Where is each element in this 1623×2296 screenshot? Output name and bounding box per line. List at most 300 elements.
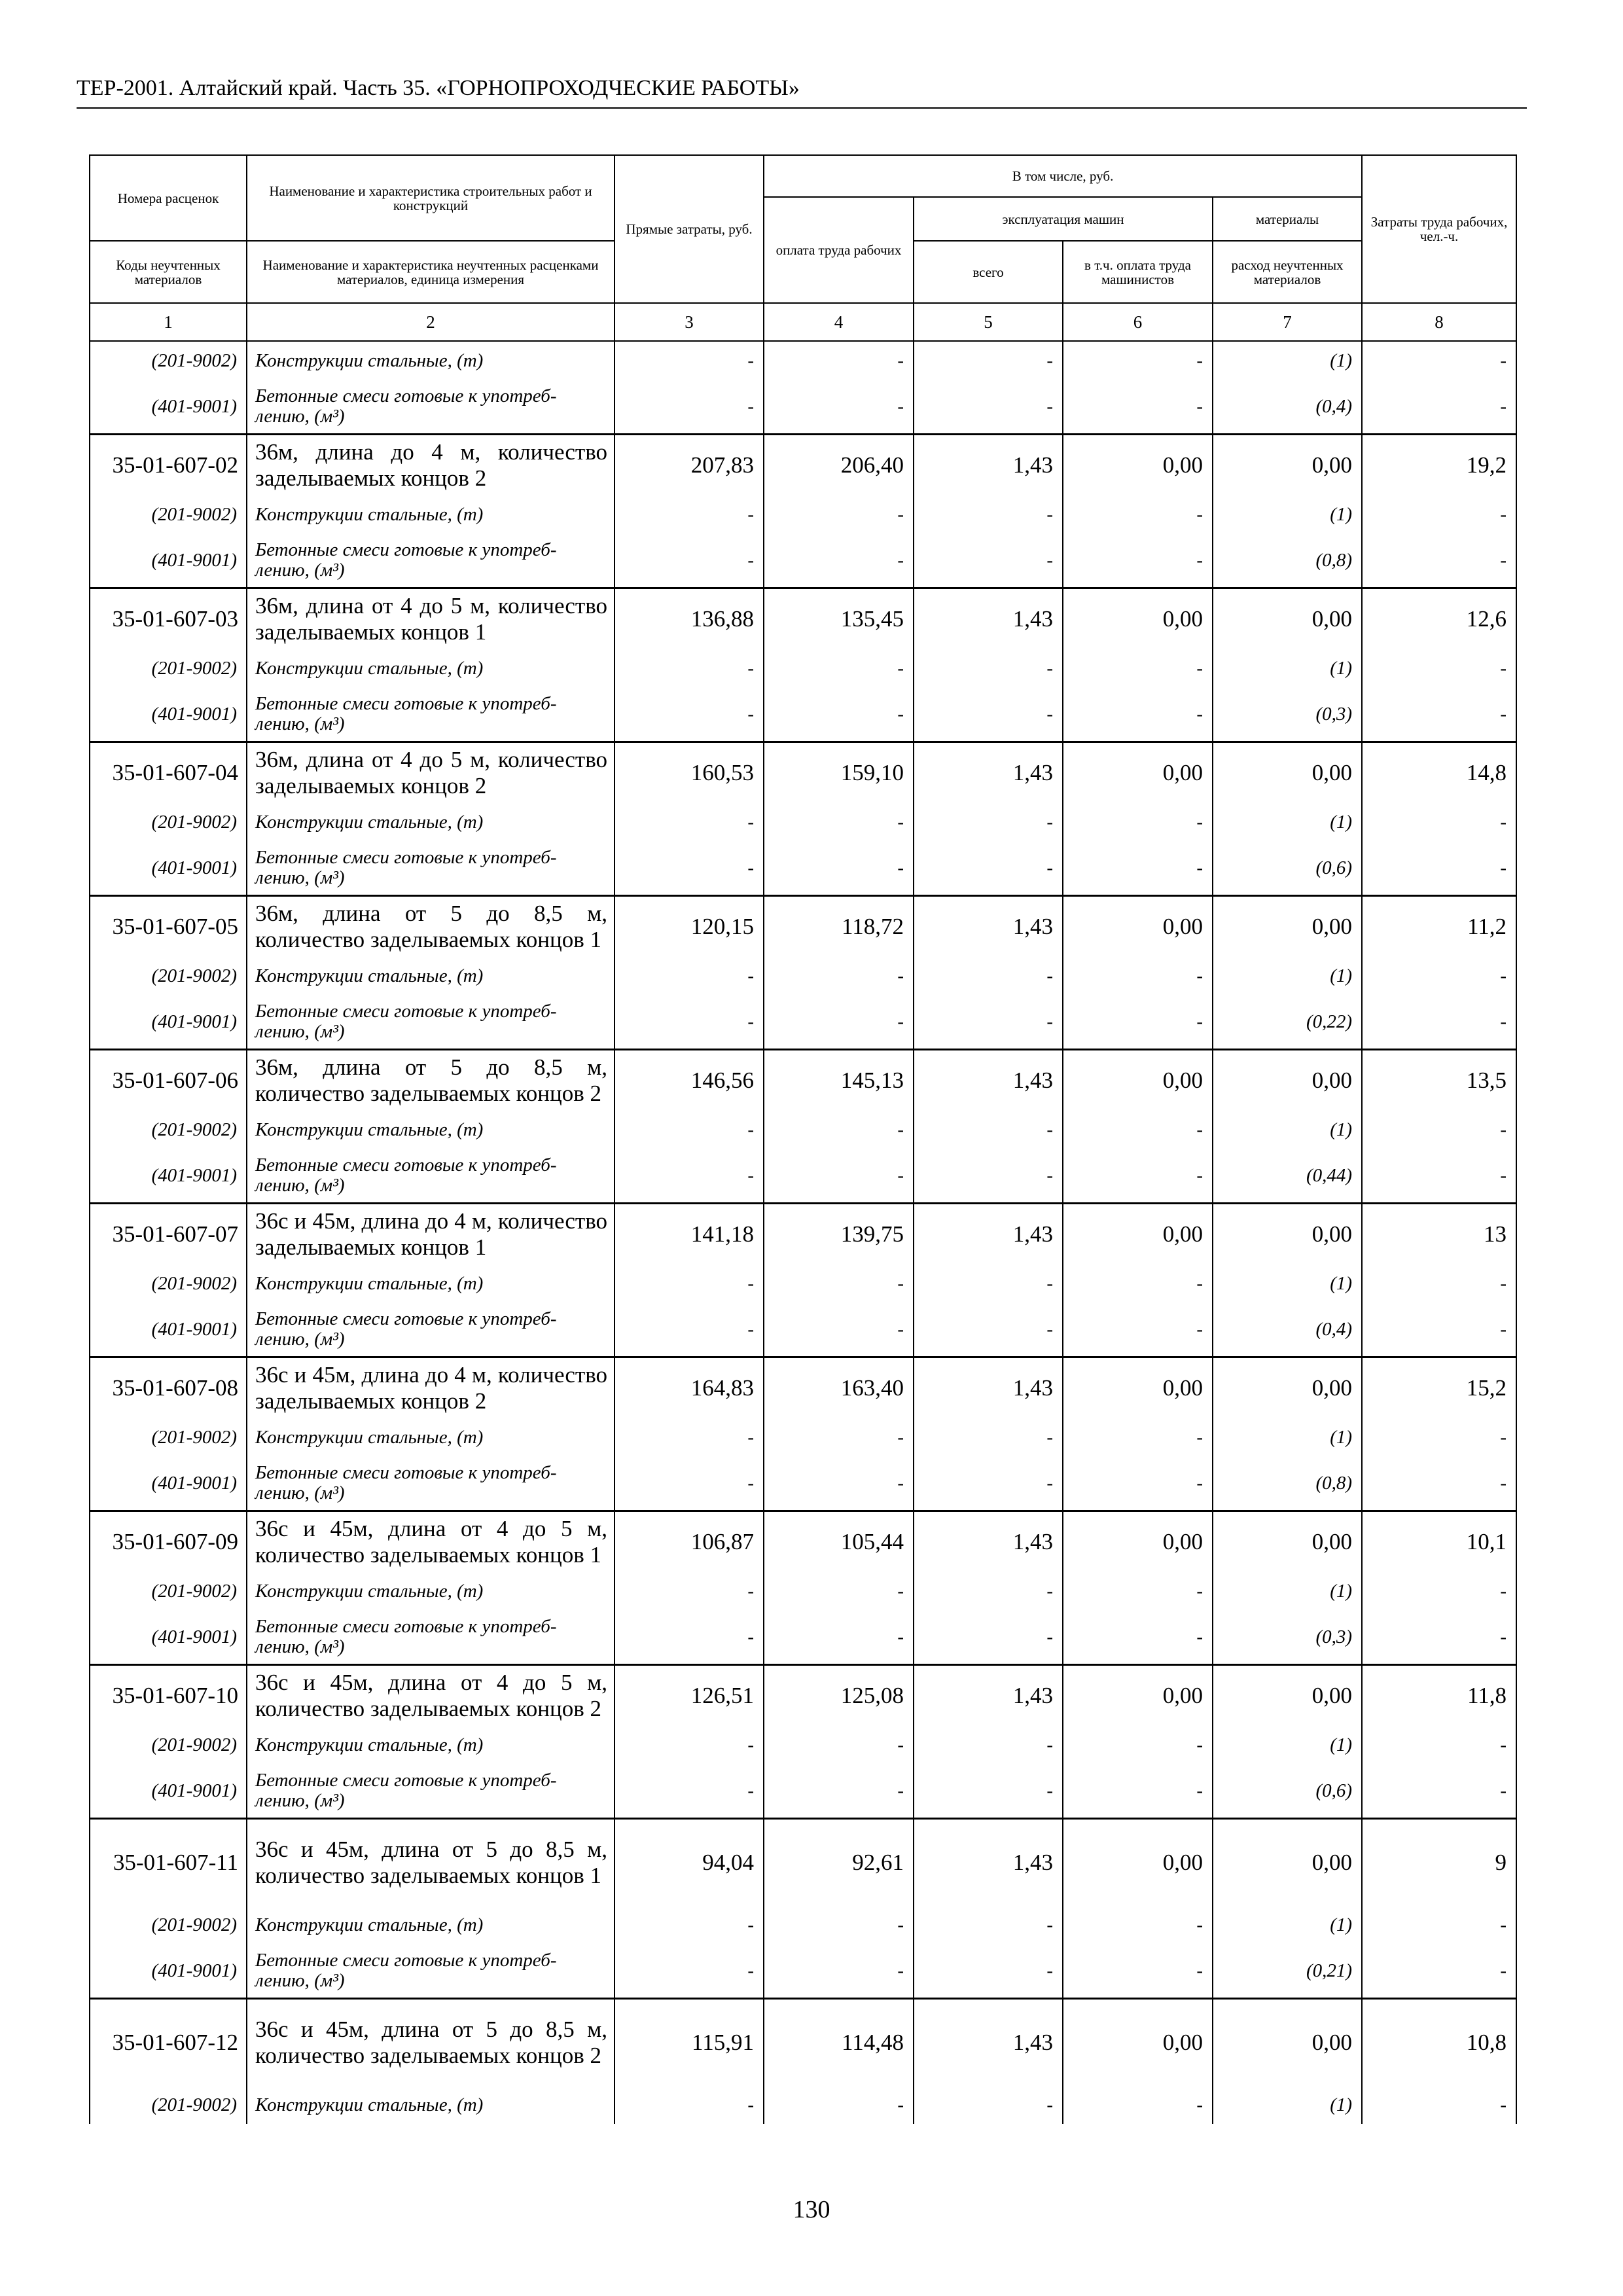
machines-total-value: 1,43 <box>914 1665 1063 1727</box>
labor-hours-value: 10,8 <box>1362 1999 1516 2087</box>
material-quantity: (1) <box>1213 2086 1362 2124</box>
dash-cell: - <box>1362 1764 1516 1819</box>
materials-value: 0,00 <box>1213 1204 1362 1265</box>
material-code: (201-9002) <box>90 495 247 533</box>
column-number: 3 <box>615 303 764 341</box>
dash-cell: - <box>1362 1906 1516 1944</box>
machines-total-value: 1,43 <box>914 1999 1063 2087</box>
material-name: Бетонные смеси готовые к употреб-лению, (м³) <box>247 1149 615 1204</box>
dash-cell: - <box>615 687 764 742</box>
operator-pay-value: 0,00 <box>1063 435 1213 496</box>
dash-cell: - <box>914 1726 1063 1764</box>
dash-cell: - <box>764 1764 914 1819</box>
dash-cell: - <box>1362 1726 1516 1764</box>
material-name: Конструкции стальные, (т) <box>247 957 615 995</box>
operator-pay-value: 0,00 <box>1063 1819 1213 1907</box>
rates-table <box>89 154 1517 2124</box>
header-materials-consumption: расход неучтенных материалов <box>1213 241 1362 303</box>
material-row-steel <box>90 495 1516 533</box>
rate-code: 35-01-607-08 <box>90 1357 247 1419</box>
dash-cell: - <box>764 649 914 687</box>
work-description: 36м, длина до 4 м, количество заделываемых концов 2 <box>247 435 615 496</box>
dash-cell: - <box>1362 1265 1516 1302</box>
table-body <box>90 341 1516 2124</box>
column-number: 2 <box>247 303 615 341</box>
material-name: Бетонные смеси готовые к употреб-лению, (м³) <box>247 1302 615 1357</box>
materials-value: 0,00 <box>1213 1511 1362 1573</box>
material-code: (201-9002) <box>90 1726 247 1764</box>
labor-hours-value: 11,2 <box>1362 896 1516 958</box>
dash-cell: - <box>615 1302 764 1357</box>
dash-cell: - <box>1362 841 1516 896</box>
material-code: (201-9002) <box>90 2086 247 2124</box>
dash-cell: - <box>615 1265 764 1302</box>
material-quantity: (0,44) <box>1213 1149 1362 1204</box>
rate-code: 35-01-607-09 <box>90 1511 247 1573</box>
materials-value: 0,00 <box>1213 1665 1362 1727</box>
dash-cell: - <box>615 495 764 533</box>
direct-costs-value: 106,87 <box>615 1511 764 1573</box>
dash-cell: - <box>914 533 1063 588</box>
dash-cell: - <box>914 1265 1063 1302</box>
labor-hours-value: 15,2 <box>1362 1357 1516 1419</box>
work-description: 36с и 45м, длина до 4 м, количество заделываемых концов 2 <box>247 1357 615 1419</box>
dash-cell: - <box>914 2086 1063 2124</box>
labor-hours-value: 11,8 <box>1362 1665 1516 1727</box>
operator-pay-value: 0,00 <box>1063 1665 1213 1727</box>
header-direct-costs: Прямые затраты, руб. <box>615 155 764 303</box>
column-number-row <box>90 303 1516 341</box>
header-machines-total: всего <box>914 241 1063 303</box>
materials-value: 0,00 <box>1213 588 1362 650</box>
header-materials-group: материалы <box>1213 197 1362 241</box>
material-name: Бетонные смеси готовые к употреб-лению, (м³) <box>247 380 615 435</box>
column-number: 1 <box>90 303 247 341</box>
dash-cell: - <box>764 1111 914 1149</box>
material-quantity: (0,4) <box>1213 1302 1362 1357</box>
material-code: (401-9001) <box>90 533 247 588</box>
machines-total-value: 1,43 <box>914 435 1063 496</box>
material-row-steel <box>90 1265 1516 1302</box>
material-row-steel <box>90 649 1516 687</box>
dash-cell: - <box>914 649 1063 687</box>
material-row-steel <box>90 1111 1516 1149</box>
dash-cell: - <box>764 1149 914 1204</box>
material-code: (201-9002) <box>90 957 247 995</box>
labor-hours-value: 9 <box>1362 1819 1516 1907</box>
table-row <box>90 435 1516 496</box>
material-code: (401-9001) <box>90 380 247 435</box>
dash-cell: - <box>914 1906 1063 1944</box>
material-name: Бетонные смеси готовые к употреб-лению, (м³) <box>247 1944 615 1999</box>
material-code: (401-9001) <box>90 1944 247 1999</box>
labor-hours-value: 13,5 <box>1362 1050 1516 1111</box>
material-name: Бетонные смеси готовые к употреб-лению, (м³) <box>247 687 615 742</box>
direct-costs-value: 141,18 <box>615 1204 764 1265</box>
rate-code: 35-01-607-02 <box>90 435 247 496</box>
machines-total-value: 1,43 <box>914 1819 1063 1907</box>
material-name: Конструкции стальные, (т) <box>247 1418 615 1456</box>
material-row-steel <box>90 803 1516 841</box>
dash-cell: - <box>914 995 1063 1050</box>
material-quantity: (0,22) <box>1213 995 1362 1050</box>
material-row-concrete <box>90 995 1516 1050</box>
dash-cell: - <box>1063 687 1213 742</box>
dash-cell: - <box>764 1726 914 1764</box>
material-name: Конструкции стальные, (т) <box>247 495 615 533</box>
dash-cell: - <box>615 1764 764 1819</box>
material-name: Конструкции стальные, (т) <box>247 341 615 380</box>
material-name: Конструкции стальные, (т) <box>247 1726 615 1764</box>
labor-pay-value: 206,40 <box>764 435 914 496</box>
dash-cell: - <box>615 1944 764 1999</box>
dash-cell: - <box>1063 495 1213 533</box>
dash-cell: - <box>1362 1610 1516 1665</box>
direct-costs-value: 94,04 <box>615 1819 764 1907</box>
dash-cell: - <box>615 1906 764 1944</box>
work-description: 36с и 45м, длина от 5 до 8,5 м, количество заделываемых концов 1 <box>247 1819 615 1907</box>
dash-cell: - <box>1362 995 1516 1050</box>
material-quantity: (0,8) <box>1213 533 1362 588</box>
dash-cell: - <box>1063 533 1213 588</box>
material-name: Конструкции стальные, (т) <box>247 1906 615 1944</box>
material-name: Конструкции стальные, (т) <box>247 2086 615 2124</box>
dash-cell: - <box>764 533 914 588</box>
dash-cell: - <box>1063 1456 1213 1511</box>
work-description: 36с и 45м, длина от 5 до 8,5 м, количество заделываемых концов 2 <box>247 1999 615 2087</box>
material-row-steel <box>90 957 1516 995</box>
rate-code: 35-01-607-03 <box>90 588 247 650</box>
operator-pay-value: 0,00 <box>1063 588 1213 650</box>
material-quantity: (0,8) <box>1213 1456 1362 1511</box>
material-code: (201-9002) <box>90 1572 247 1610</box>
material-name: Бетонные смеси готовые к употреб-лению, (м³) <box>247 841 615 896</box>
work-description: 36м, длина от 4 до 5 м, количество заделываемых концов 1 <box>247 588 615 650</box>
dash-cell: - <box>1362 341 1516 380</box>
material-code: (401-9001) <box>90 1149 247 1204</box>
material-quantity: (0,4) <box>1213 380 1362 435</box>
operator-pay-value: 0,00 <box>1063 742 1213 804</box>
material-row-steel <box>90 1572 1516 1610</box>
direct-costs-value: 126,51 <box>615 1665 764 1727</box>
running-header: ТЕР-2001. Алтайский край. Часть 35. «ГОРНОПРОХОДЧЕСКИЕ РАБОТЫ» <box>77 73 1527 109</box>
material-name: Конструкции стальные, (т) <box>247 649 615 687</box>
dash-cell: - <box>914 1418 1063 1456</box>
labor-pay-value: 114,48 <box>764 1999 914 2087</box>
labor-hours-value: 14,8 <box>1362 742 1516 804</box>
material-name: Бетонные смеси готовые к употреб-лению, (м³) <box>247 1456 615 1511</box>
dash-cell: - <box>615 995 764 1050</box>
material-row-steel <box>90 341 1516 380</box>
column-number: 7 <box>1213 303 1362 341</box>
material-quantity: (1) <box>1213 803 1362 841</box>
dash-cell: - <box>764 1456 914 1511</box>
dash-cell: - <box>914 1302 1063 1357</box>
dash-cell: - <box>764 841 914 896</box>
rate-code: 35-01-607-07 <box>90 1204 247 1265</box>
rate-code: 35-01-607-05 <box>90 896 247 958</box>
dash-cell: - <box>1362 380 1516 435</box>
table-row <box>90 1357 1516 1419</box>
table-row <box>90 1204 1516 1265</box>
table-row <box>90 588 1516 650</box>
material-quantity: (0,3) <box>1213 687 1362 742</box>
dash-cell: - <box>1063 1944 1213 1999</box>
material-code: (201-9002) <box>90 1265 247 1302</box>
operator-pay-value: 0,00 <box>1063 1050 1213 1111</box>
material-row-concrete <box>90 1610 1516 1665</box>
dash-cell: - <box>615 533 764 588</box>
operator-pay-value: 0,00 <box>1063 1511 1213 1573</box>
operator-pay-value: 0,00 <box>1063 1204 1213 1265</box>
material-row-steel <box>90 2086 1516 2124</box>
labor-pay-value: 105,44 <box>764 1511 914 1573</box>
dash-cell: - <box>914 495 1063 533</box>
operator-pay-value: 0,00 <box>1063 1357 1213 1419</box>
material-quantity: (1) <box>1213 957 1362 995</box>
dash-cell: - <box>1362 1572 1516 1610</box>
material-code: (201-9002) <box>90 341 247 380</box>
labor-hours-value: 12,6 <box>1362 588 1516 650</box>
dash-cell: - <box>1362 2086 1516 2124</box>
dash-cell: - <box>764 687 914 742</box>
rate-code: 35-01-607-04 <box>90 742 247 804</box>
material-row-concrete <box>90 1944 1516 1999</box>
material-quantity: (1) <box>1213 1726 1362 1764</box>
material-quantity: (1) <box>1213 1265 1362 1302</box>
material-quantity: (1) <box>1213 1111 1362 1149</box>
labor-pay-value: 163,40 <box>764 1357 914 1419</box>
dash-cell: - <box>615 1456 764 1511</box>
material-name: Конструкции стальные, (т) <box>247 803 615 841</box>
dash-cell: - <box>764 1302 914 1357</box>
dash-cell: - <box>1063 649 1213 687</box>
dash-cell: - <box>615 841 764 896</box>
material-code: (201-9002) <box>90 1111 247 1149</box>
materials-value: 0,00 <box>1213 1357 1362 1419</box>
dash-cell: - <box>615 1726 764 1764</box>
dash-cell: - <box>615 803 764 841</box>
material-row-steel <box>90 1418 1516 1456</box>
material-row-concrete <box>90 687 1516 742</box>
dash-cell: - <box>1362 1456 1516 1511</box>
dash-cell: - <box>914 380 1063 435</box>
material-code: (401-9001) <box>90 687 247 742</box>
direct-costs-value: 115,91 <box>615 1999 764 2087</box>
table-row <box>90 1050 1516 1111</box>
material-name: Бетонные смеси готовые к употреб-лению, (м³) <box>247 995 615 1050</box>
material-row-concrete <box>90 841 1516 896</box>
table-row <box>90 1819 1516 1907</box>
dash-cell: - <box>914 1610 1063 1665</box>
dash-cell: - <box>615 649 764 687</box>
material-quantity: (0,6) <box>1213 1764 1362 1819</box>
materials-value: 0,00 <box>1213 1050 1362 1111</box>
dash-cell: - <box>764 341 914 380</box>
work-description: 36с и 45м, длина от 4 до 5 м, количество заделываемых концов 1 <box>247 1511 615 1573</box>
work-description: 36м, длина от 4 до 5 м, количество заделываемых концов 2 <box>247 742 615 804</box>
header-material-names: Наименование и характеристика неучтенных расценками материалов, единица измерения <box>247 241 615 303</box>
material-code: (401-9001) <box>90 1456 247 1511</box>
dash-cell: - <box>914 341 1063 380</box>
operator-pay-value: 0,00 <box>1063 1999 1213 2087</box>
dash-cell: - <box>914 957 1063 995</box>
material-row-steel <box>90 1906 1516 1944</box>
header-work-name: Наименование и характеристика строительных работ и конструкций <box>247 155 615 241</box>
dash-cell: - <box>764 2086 914 2124</box>
work-description: 36м, длина от 5 до 8,5 м, количество заделываемых концов 2 <box>247 1050 615 1111</box>
labor-pay-value: 135,45 <box>764 588 914 650</box>
rate-code: 35-01-607-12 <box>90 1999 247 2087</box>
dash-cell: - <box>1063 1572 1213 1610</box>
dash-cell: - <box>764 1944 914 1999</box>
operator-pay-value: 0,00 <box>1063 896 1213 958</box>
header-rate-number: Номера расценок <box>90 155 247 241</box>
machines-total-value: 1,43 <box>914 1204 1063 1265</box>
dash-cell: - <box>764 1906 914 1944</box>
dash-cell: - <box>1063 341 1213 380</box>
dash-cell: - <box>764 495 914 533</box>
material-quantity: (1) <box>1213 495 1362 533</box>
dash-cell: - <box>1063 1418 1213 1456</box>
table-row <box>90 896 1516 958</box>
column-number: 8 <box>1362 303 1516 341</box>
material-code: (201-9002) <box>90 1418 247 1456</box>
material-quantity: (0,21) <box>1213 1944 1362 1999</box>
material-row-concrete <box>90 380 1516 435</box>
material-quantity: (1) <box>1213 649 1362 687</box>
material-quantity: (1) <box>1213 1418 1362 1456</box>
materials-value: 0,00 <box>1213 1819 1362 1907</box>
header-machines-group: эксплуатация машин <box>914 197 1213 241</box>
material-code: (401-9001) <box>90 995 247 1050</box>
material-quantity: (0,3) <box>1213 1610 1362 1665</box>
material-code: (401-9001) <box>90 1764 247 1819</box>
materials-value: 0,00 <box>1213 896 1362 958</box>
dash-cell: - <box>615 1610 764 1665</box>
dash-cell: - <box>615 1111 764 1149</box>
rate-code: 35-01-607-10 <box>90 1665 247 1727</box>
material-quantity: (1) <box>1213 341 1362 380</box>
dash-cell: - <box>1063 1906 1213 1944</box>
material-name: Конструкции стальные, (т) <box>247 1572 615 1610</box>
material-row-concrete <box>90 1302 1516 1357</box>
dash-cell: - <box>764 1418 914 1456</box>
table-row <box>90 1665 1516 1727</box>
work-description: 36с и 45м, длина от 4 до 5 м, количество заделываемых концов 2 <box>247 1665 615 1727</box>
page-number: 130 <box>793 2196 830 2223</box>
header-operator-pay: в т.ч. оплата труда машинистов <box>1063 241 1213 303</box>
material-row-concrete <box>90 1149 1516 1204</box>
material-quantity: (1) <box>1213 1906 1362 1944</box>
labor-pay-value: 125,08 <box>764 1665 914 1727</box>
machines-total-value: 1,43 <box>914 588 1063 650</box>
dash-cell: - <box>914 1149 1063 1204</box>
direct-costs-value: 136,88 <box>615 588 764 650</box>
material-row-concrete <box>90 1456 1516 1511</box>
dash-cell: - <box>1362 1111 1516 1149</box>
dash-cell: - <box>1063 2086 1213 2124</box>
labor-hours-value: 10,1 <box>1362 1511 1516 1573</box>
material-row-steel <box>90 1726 1516 1764</box>
dash-cell: - <box>1063 1302 1213 1357</box>
dash-cell: - <box>764 380 914 435</box>
labor-pay-value: 139,75 <box>764 1204 914 1265</box>
material-row-concrete <box>90 533 1516 588</box>
machines-total-value: 1,43 <box>914 1357 1063 1419</box>
header-material-codes: Коды неучтенных материалов <box>90 241 247 303</box>
column-number: 5 <box>914 303 1063 341</box>
dash-cell: - <box>764 1572 914 1610</box>
dash-cell: - <box>1063 1610 1213 1665</box>
direct-costs-value: 146,56 <box>615 1050 764 1111</box>
table-row <box>90 742 1516 804</box>
labor-hours-value: 19,2 <box>1362 435 1516 496</box>
dash-cell: - <box>914 1944 1063 1999</box>
dash-cell: - <box>615 957 764 995</box>
material-code: (201-9002) <box>90 1906 247 1944</box>
material-name: Бетонные смеси готовые к употреб-лению, (м³) <box>247 1764 615 1819</box>
column-number: 4 <box>764 303 914 341</box>
labor-pay-value: 92,61 <box>764 1819 914 1907</box>
materials-value: 0,00 <box>1213 742 1362 804</box>
dash-cell: - <box>764 1265 914 1302</box>
material-code: (401-9001) <box>90 841 247 896</box>
dash-cell: - <box>1063 1764 1213 1819</box>
dash-cell: - <box>1063 1265 1213 1302</box>
dash-cell: - <box>1362 803 1516 841</box>
dash-cell: - <box>1063 803 1213 841</box>
dash-cell: - <box>615 1149 764 1204</box>
material-quantity: (0,6) <box>1213 841 1362 896</box>
dash-cell: - <box>615 341 764 380</box>
dash-cell: - <box>1362 495 1516 533</box>
table-row <box>90 1999 1516 2087</box>
dash-cell: - <box>615 2086 764 2124</box>
dash-cell: - <box>764 995 914 1050</box>
direct-costs-value: 164,83 <box>615 1357 764 1419</box>
dash-cell: - <box>914 1111 1063 1149</box>
machines-total-value: 1,43 <box>914 1050 1063 1111</box>
dash-cell: - <box>1362 1944 1516 1999</box>
dash-cell: - <box>1362 1302 1516 1357</box>
dash-cell: - <box>1063 957 1213 995</box>
table-header <box>90 155 1516 341</box>
dash-cell: - <box>1362 957 1516 995</box>
material-quantity: (1) <box>1213 1572 1362 1610</box>
machines-total-value: 1,43 <box>914 742 1063 804</box>
dash-cell: - <box>1362 1418 1516 1456</box>
labor-pay-value: 118,72 <box>764 896 914 958</box>
labor-hours-value: 13 <box>1362 1204 1516 1265</box>
dash-cell: - <box>764 1610 914 1665</box>
direct-costs-value: 207,83 <box>615 435 764 496</box>
header-labor-costs: Затраты труда рабочих, чел.-ч. <box>1362 155 1516 303</box>
dash-cell: - <box>764 957 914 995</box>
column-number: 6 <box>1063 303 1213 341</box>
dash-cell: - <box>615 1572 764 1610</box>
direct-costs-value: 160,53 <box>615 742 764 804</box>
dash-cell: - <box>1362 649 1516 687</box>
dash-cell: - <box>1362 533 1516 588</box>
labor-pay-value: 159,10 <box>764 742 914 804</box>
machines-total-value: 1,43 <box>914 1511 1063 1573</box>
dash-cell: - <box>615 1418 764 1456</box>
work-description: 36с и 45м, длина до 4 м, количество заделываемых концов 1 <box>247 1204 615 1265</box>
table-row <box>90 1511 1516 1573</box>
material-name: Конструкции стальные, (т) <box>247 1265 615 1302</box>
material-code: (401-9001) <box>90 1610 247 1665</box>
